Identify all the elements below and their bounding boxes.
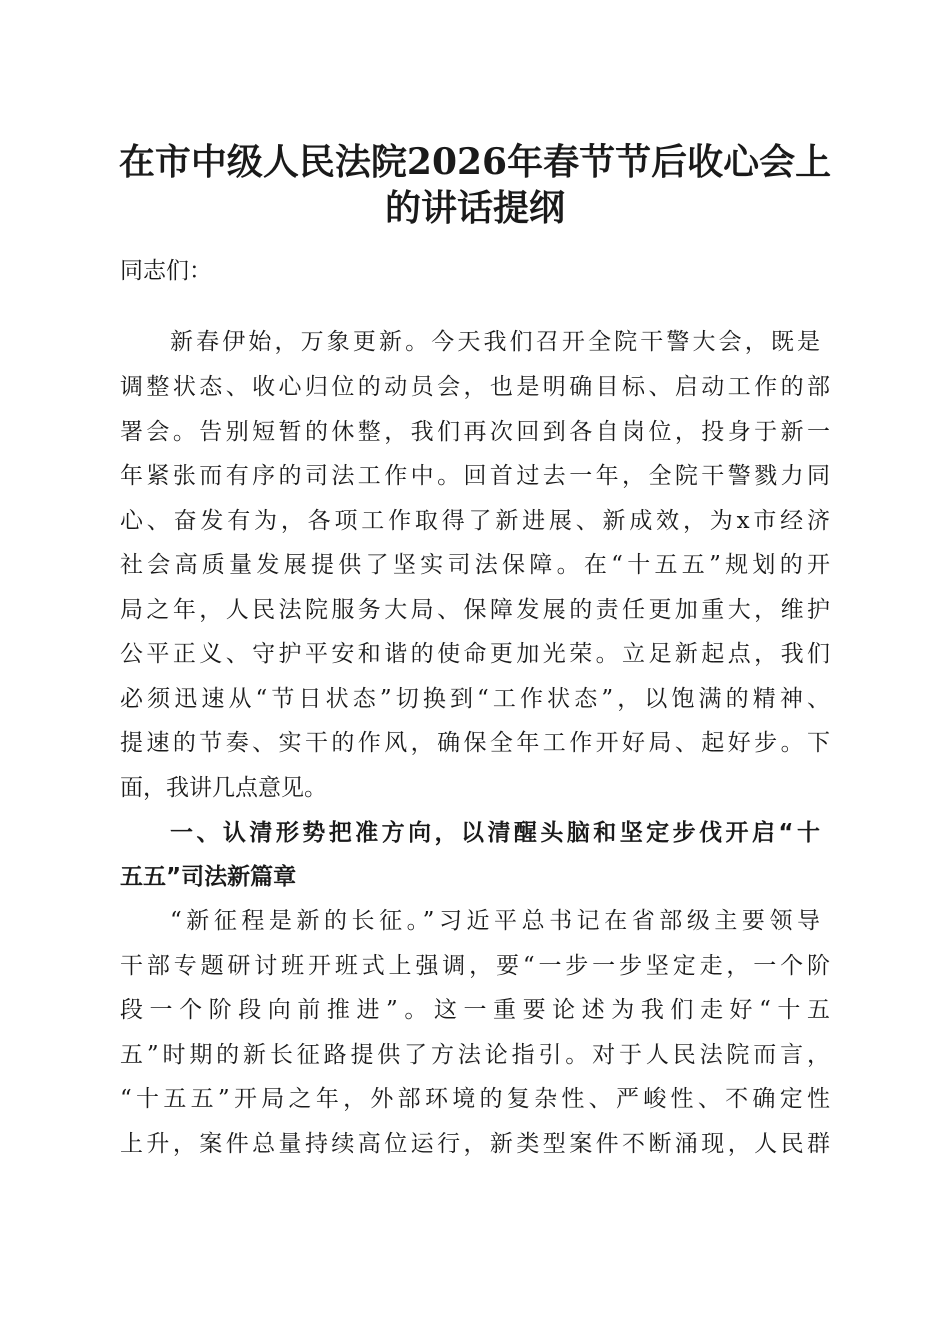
paragraph-2-line: 上升，案件总量持续高位运行，新类型案件不断涌现，人民群 <box>120 1131 830 1157</box>
paragraph-1-line: 公平正义、守护平安和谐的使命更加光荣。立足新起点，我们 <box>120 641 830 667</box>
document-title-line-2: 的讲话提纲 <box>384 187 565 229</box>
paragraph-1-line: 必须迅速从“节日状态”切换到“工作状态”，以饱满的精神、 <box>120 686 830 712</box>
paragraph-1-line: 署会。告别短暂的休整，我们再次回到各自岗位，投身于新一 <box>120 419 830 445</box>
section-heading-1-line: 五五”司法新篇章 <box>120 864 297 890</box>
paragraph-1-line: 提速的节奏、实干的作风，确保全年工作开好局、起好步。下 <box>120 730 830 756</box>
paragraph-2-line: 五”时期的新长征路提供了方法论指引。对于人民法院而言， <box>120 1042 830 1068</box>
paragraph-1-line: 调整状态、收心归位的动员会，也是明确目标、启动工作的部 <box>120 374 830 400</box>
paragraph-2-line: 干部专题研讨班开班式上强调，要“一步一步坚定走，一个阶 <box>120 953 830 979</box>
section-heading-1-line: 一、认清形势把准方向，以清醒头脑和坚定步伐开启“十 <box>170 820 820 846</box>
paragraph-1-line: 社会高质量发展提供了坚实司法保障。在“十五五”规划的开 <box>120 552 830 578</box>
document-title-line-1: 在市中级人民法院2026年春节节后收心会上 <box>118 141 832 183</box>
paragraph-1-line: 新春伊始，万象更新。今天我们召开全院干警大会，既是 <box>170 329 820 355</box>
paragraph-1-line: 年紧张而有序的司法工作中。回首过去一年，全院干警戮力同 <box>120 463 830 489</box>
paragraph-1-line: 面，我讲几点意见。 <box>120 775 327 801</box>
paragraph-2-line: 段一个阶段向前推进”。这一重要论述为我们走好“十五 <box>120 997 830 1023</box>
paragraph-1-line: 心、奋发有为，各项工作取得了新进展、新成效，为x市经济 <box>120 508 830 534</box>
salutation: 同志们： <box>120 258 212 284</box>
paragraph-2-line: “新征程是新的长征。”习近平总书记在省部级主要领导 <box>170 908 820 934</box>
paragraph-2-line: “十五五”开局之年，外部环境的复杂性、严峻性、不确定性 <box>120 1086 830 1112</box>
paragraph-1-line: 局之年，人民法院服务大局、保障发展的责任更加重大，维护 <box>120 597 830 623</box>
